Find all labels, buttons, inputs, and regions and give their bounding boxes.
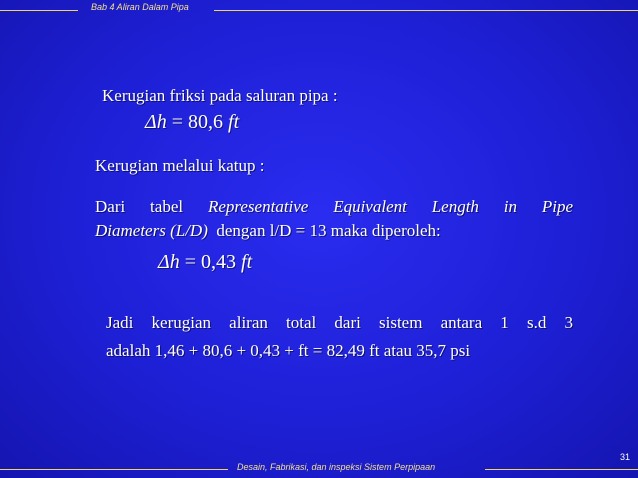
valve-heading: Kerugian melalui katup : — [95, 156, 265, 175]
formula-valve-lhs: Δh — [158, 251, 180, 273]
friction-heading: Kerugian friksi pada saluran pipa : — [102, 86, 338, 105]
formula-friction-eq: = — [171, 111, 184, 133]
table-line-1-italic: Representative Equivalent Length in Pipe — [207, 197, 574, 216]
footer-rule-right — [485, 469, 638, 470]
table-line-2-rest: dengan l/D = 13 maka diperoleh: — [216, 221, 441, 240]
formula-valve-unit: ft — [241, 251, 253, 273]
formula-valve — [158, 251, 252, 274]
footer-rule-left — [0, 469, 228, 470]
summary-line-2: adalah 1,46 + 80,6 + 0,43 + ft = 82,49 ft atau 35,7 psi — [106, 341, 471, 360]
table-line-1 — [95, 197, 573, 217]
table-line-2 — [95, 221, 441, 241]
formula-friction — [145, 111, 239, 134]
formula-valve-eq: = — [184, 251, 197, 273]
header-rule-left — [0, 10, 78, 11]
summary-line-1: Jadi kerugian aliran total dari sistem antara 1 s.d 3 — [106, 313, 573, 332]
header-title: Bab 4 Aliran Dalam Pipa — [91, 2, 189, 12]
formula-valve-value: 0,43 — [201, 251, 237, 273]
table-line-1-prefix: Dari tabel — [95, 197, 184, 216]
formula-friction-value: 80,6 — [188, 111, 224, 133]
formula-friction-lhs: Δh — [145, 111, 167, 133]
page-number: 31 — [619, 452, 630, 462]
footer-title: Desain, Fabrikasi, dan inspeksi Sistem Perpipaan — [237, 462, 436, 472]
table-line-2-italic: Diameters (L/D) — [95, 221, 208, 240]
header-rule-right — [214, 10, 638, 11]
formula-friction-unit: ft — [228, 111, 240, 133]
